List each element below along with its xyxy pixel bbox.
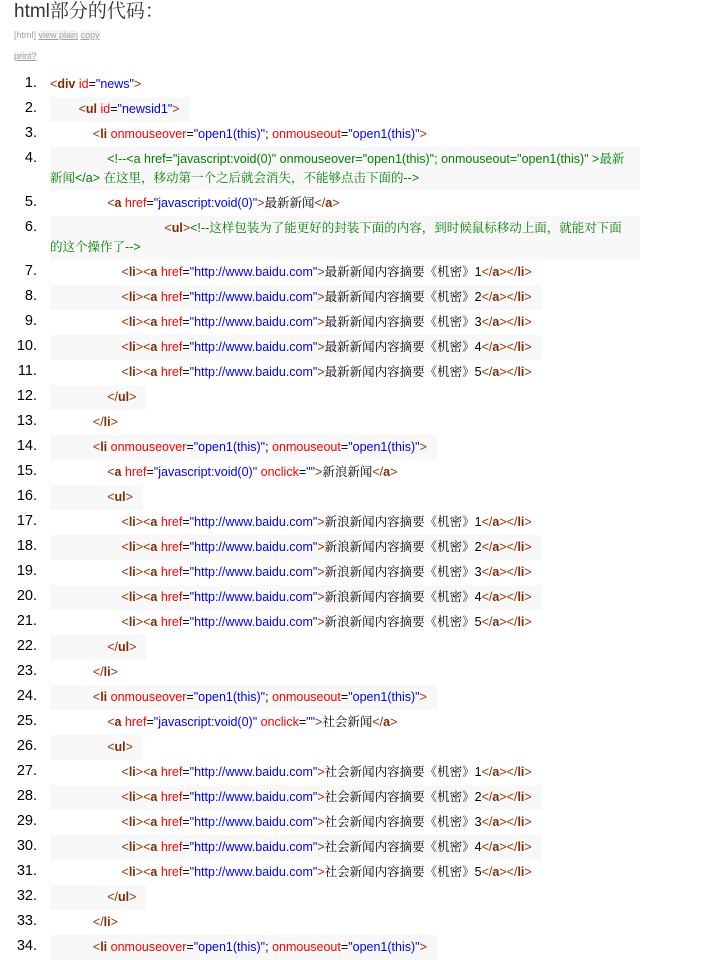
code-text: <ul><!--这样包装为了能更好的封装下面的内容，到时候鼠标移动上面，就能对下面的这个操作了-->	[50, 216, 640, 260]
code-text: <li><a href="http://www.baidu.com">最新新闻内容摘要《机密》3</a></li>	[121, 315, 532, 329]
code-text: </ul>	[50, 885, 146, 910]
code-text: <ul>	[50, 735, 143, 760]
code-text: <li onmouseover="open1(this)"; onmouseout="open1(this)">	[50, 435, 437, 460]
line-number: 17.	[16, 513, 37, 529]
code-line	[0, 560, 716, 585]
line-number: 22.	[16, 638, 37, 654]
code-text: <li onmouseover="open1(this)"; onmouseout="open1(this)">	[50, 935, 437, 960]
line-number: 33.	[16, 913, 37, 929]
language-label: [html]	[14, 30, 37, 40]
page-title: html部分的代码：	[14, 1, 164, 22]
code-text: <li><a href="http://www.baidu.com">最新新闻内容摘要《机密》1</a></li>	[121, 265, 532, 279]
line-number: 2.	[24, 100, 37, 116]
code-line	[0, 285, 716, 310]
code-line	[0, 122, 716, 147]
code-text: <li><a href="http://www.baidu.com">新浪新闻内容摘要《机密》4</a></li>	[50, 585, 542, 610]
code-text: <li onmouseover="open1(this)"; onmouseout="open1(this)">	[50, 685, 437, 710]
line-number: 32.	[16, 888, 37, 904]
code-line	[0, 191, 716, 216]
code-line	[0, 835, 716, 860]
code-line	[0, 910, 716, 935]
line-number: 13.	[16, 413, 37, 429]
code-line	[0, 610, 716, 635]
code-text: </ul>	[50, 635, 146, 660]
line-number: 6.	[24, 219, 37, 235]
code-line	[0, 660, 716, 685]
code-text: <a href="javascript:void(0)" onclick="">新浪新闻</a>	[107, 465, 398, 479]
code-text: </li>	[92, 415, 118, 429]
code-line	[0, 72, 716, 97]
code-text: <li><a href="http://www.baidu.com">最新新闻内容摘要《机密》2</a></li>	[50, 285, 542, 310]
line-number: 4.	[24, 150, 37, 166]
code-line	[0, 710, 716, 735]
line-number: 21.	[16, 613, 37, 629]
code-line	[0, 147, 716, 191]
code-text: <!--<a href="javascript:void(0)" onmouseover="open1(this)"; onmouseout="open1(this)" >最新新闻</a> 在这里，移动第一个之后就会消失，不能够点击下面的-->	[50, 147, 640, 191]
line-number: 8.	[24, 288, 37, 304]
line-number: 19.	[16, 563, 37, 579]
code-text: <li><a href="http://www.baidu.com">新浪新闻内容摘要《机密》3</a></li>	[121, 565, 532, 579]
code-line	[0, 860, 716, 885]
code-text: <li><a href="http://www.baidu.com">社会新闻内容摘要《机密》5</a></li>	[121, 865, 532, 879]
code-listing	[0, 72, 716, 960]
code-line	[0, 485, 716, 510]
print-link[interactable]: print?	[14, 51, 37, 61]
line-number: 27.	[16, 763, 37, 779]
line-number: 24.	[16, 688, 37, 704]
code-text: </li>	[92, 915, 118, 929]
line-number: 9.	[24, 313, 37, 329]
line-number: 31.	[16, 863, 37, 879]
code-line	[0, 735, 716, 760]
code-line	[0, 935, 716, 960]
code-line	[0, 685, 716, 710]
line-number: 26.	[16, 738, 37, 754]
line-number: 30.	[16, 838, 37, 854]
code-text: </li>	[92, 665, 118, 679]
code-text: <a href="javascript:void(0)" onclick="">社会新闻</a>	[107, 715, 398, 729]
code-text: <div id="news">	[50, 77, 142, 91]
line-number: 29.	[16, 813, 37, 829]
line-number: 23.	[16, 663, 37, 679]
code-text: <li><a href="http://www.baidu.com">新浪新闻内容摘要《机密》1</a></li>	[121, 515, 532, 529]
code-line	[0, 385, 716, 410]
code-text: <ul>	[50, 485, 143, 510]
code-line	[0, 435, 716, 460]
code-line	[0, 360, 716, 385]
code-line	[0, 885, 716, 910]
code-line	[0, 510, 716, 535]
line-number: 5.	[24, 194, 37, 210]
code-toolbar	[14, 30, 100, 40]
line-number: 28.	[16, 788, 37, 804]
code-text: <li><a href="http://www.baidu.com">社会新闻内容摘要《机密》4</a></li>	[50, 835, 542, 860]
line-number: 3.	[24, 125, 37, 141]
line-number: 34.	[16, 938, 37, 954]
line-number: 18.	[16, 538, 37, 554]
code-line	[0, 216, 716, 260]
copy-link[interactable]: copy	[80, 30, 100, 40]
line-number: 12.	[16, 388, 37, 404]
line-number: 1.	[24, 75, 37, 91]
code-line	[0, 785, 716, 810]
line-number: 20.	[16, 588, 37, 604]
line-number: 10.	[16, 338, 37, 354]
code-line	[0, 460, 716, 485]
code-text: <li><a href="http://www.baidu.com">社会新闻内容摘要《机密》2</a></li>	[50, 785, 542, 810]
code-text: <li><a href="http://www.baidu.com">最新新闻内容摘要《机密》5</a></li>	[121, 365, 532, 379]
code-line	[0, 535, 716, 560]
code-text: <li><a href="http://www.baidu.com">社会新闻内容摘要《机密》3</a></li>	[121, 815, 532, 829]
line-number: 11.	[17, 363, 37, 379]
code-line	[0, 760, 716, 785]
view-plain-link[interactable]: view plain	[38, 30, 79, 40]
line-number: 16.	[16, 488, 37, 504]
line-number: 7.	[24, 263, 37, 279]
line-number: 15.	[16, 463, 37, 479]
code-line	[0, 310, 716, 335]
line-number: 25.	[16, 713, 37, 729]
code-line	[0, 335, 716, 360]
code-text: <li><a href="http://www.baidu.com">社会新闻内容摘要《机密》1</a></li>	[121, 765, 532, 779]
code-text: <li><a href="http://www.baidu.com">新浪新闻内容摘要《机密》5</a></li>	[121, 615, 532, 629]
line-number: 14.	[16, 438, 37, 454]
code-text: </ul>	[50, 385, 146, 410]
code-line	[0, 260, 716, 285]
code-line	[0, 410, 716, 435]
code-line	[0, 97, 716, 122]
code-line	[0, 585, 716, 610]
code-text: <a href="javascript:void(0)">最新新闻</a>	[107, 196, 340, 210]
code-text: <li><a href="http://www.baidu.com">新浪新闻内容摘要《机密》2</a></li>	[50, 535, 542, 560]
code-line	[0, 810, 716, 835]
code-text: <li onmouseover="open1(this)"; onmouseout="open1(this)">	[92, 127, 427, 141]
code-text: <li><a href="http://www.baidu.com">最新新闻内容摘要《机密》4</a></li>	[50, 335, 542, 360]
code-line	[0, 635, 716, 660]
code-text: <ul id="newsid1">	[50, 97, 190, 122]
